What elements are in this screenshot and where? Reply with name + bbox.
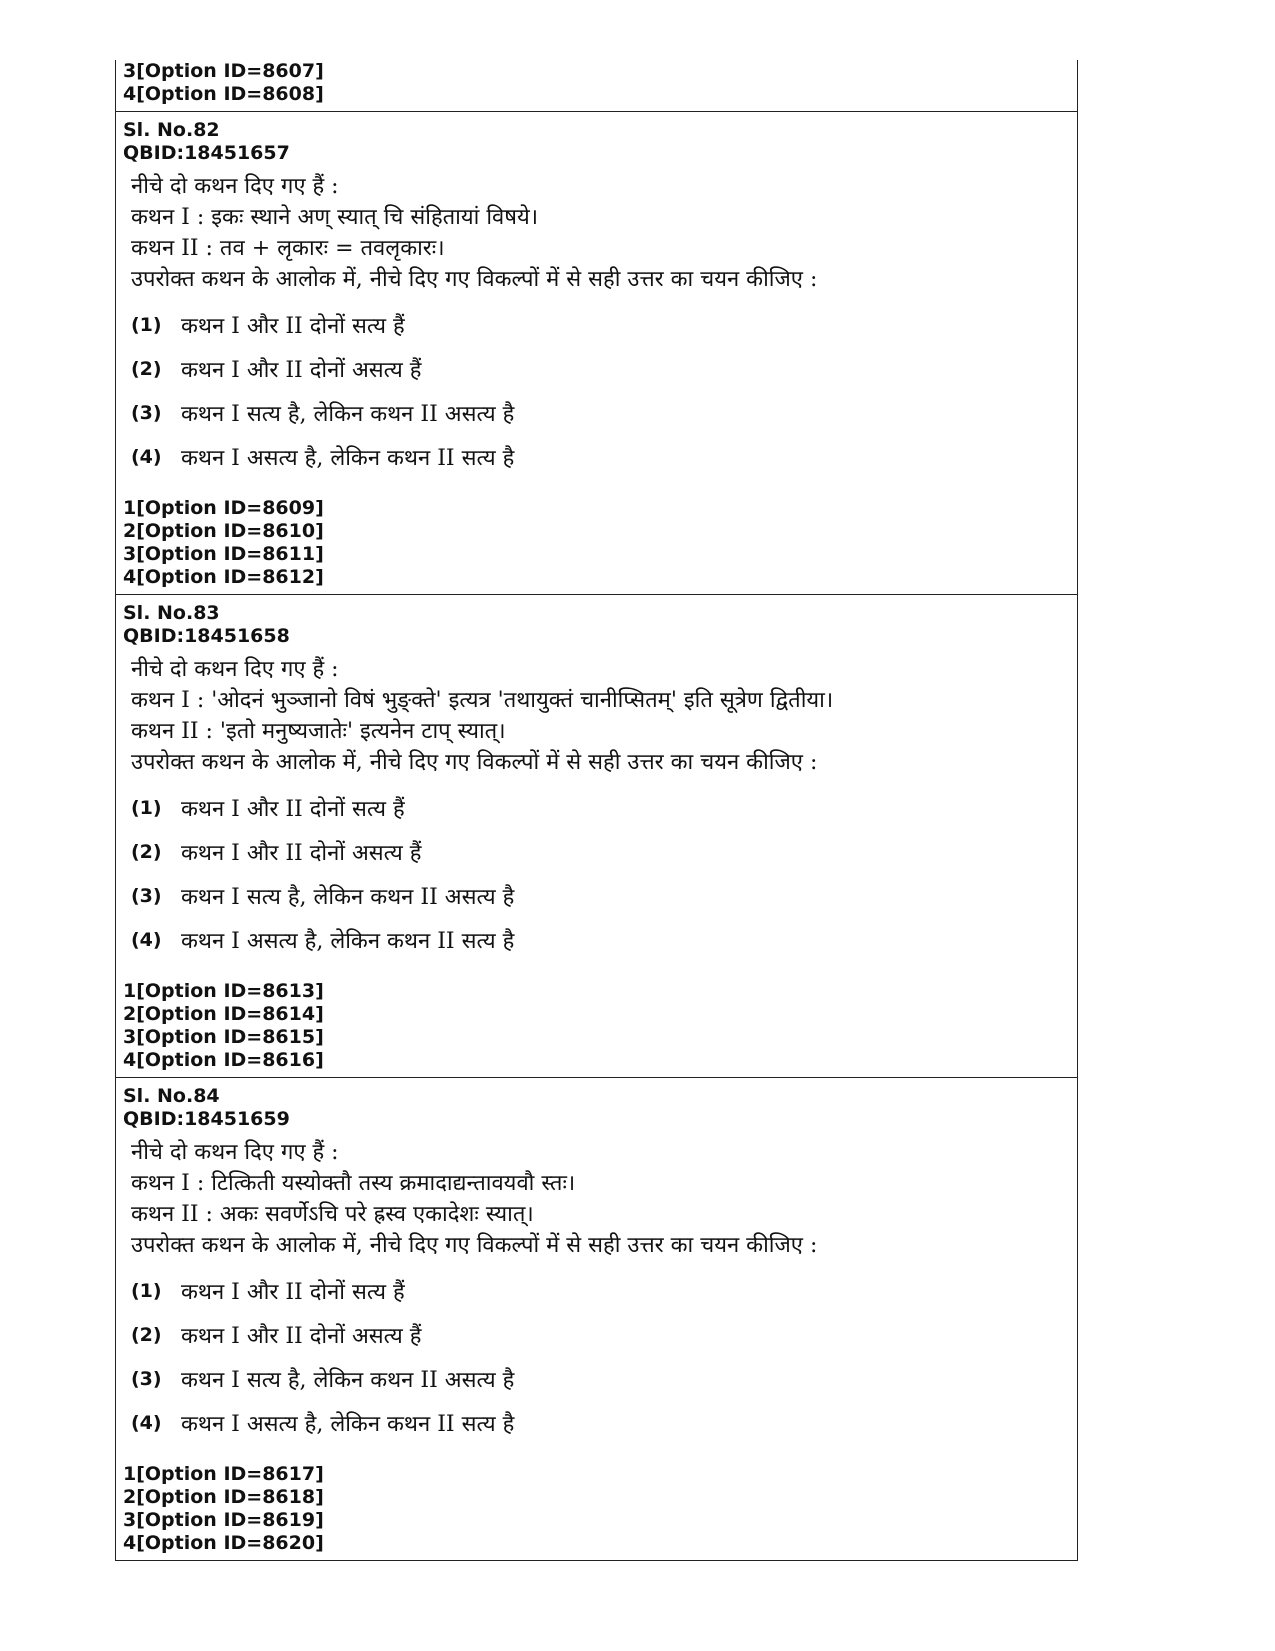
option-number: (4) [131, 1412, 162, 1434]
option-id: 1[Option ID=8617] [123, 1463, 324, 1485]
question-block-83 [116, 594, 1077, 1077]
question-line: नीचे दो कथन दिए गए हैं : [131, 657, 339, 682]
option-id: 3[Option ID=8611] [123, 543, 324, 565]
option-1 [131, 786, 1077, 830]
qbid: QBID:18451659 [123, 1108, 290, 1130]
option-3 [131, 874, 1077, 918]
serial-number: Sl. No.84 [123, 1085, 220, 1107]
option-number: (1) [131, 797, 162, 819]
option-id: 4[Option ID=8620] [123, 1532, 324, 1554]
options-list [123, 786, 1077, 962]
option-id: 3[Option ID=8615] [123, 1026, 324, 1048]
option-number: (2) [131, 358, 162, 380]
qbid: QBID:18451658 [123, 625, 290, 647]
option-id: 1[Option ID=8613] [123, 980, 324, 1002]
option-text: कथन I और II दोनों असत्य हैं [181, 1324, 422, 1349]
option-number: (4) [131, 929, 162, 951]
option-id: 2[Option ID=8618] [123, 1486, 324, 1508]
option-text: कथन I सत्य है, लेकिन कथन II असत्य है [181, 402, 515, 427]
option-text: कथन I असत्य है, लेकिन कथन II सत्य है [181, 1412, 515, 1437]
option-text: कथन I और II दोनों असत्य हैं [181, 841, 422, 866]
qbid: QBID:18451657 [123, 142, 290, 164]
option-text: कथन I असत्य है, लेकिन कथन II सत्य है [181, 929, 515, 954]
option-id: 2[Option ID=8614] [123, 1003, 324, 1025]
statement-1: कथन I : टित्किती यस्योक्तौ तस्य क्रमादाद्यन्तावयवौ स्तः। [131, 1171, 576, 1196]
option-2 [131, 1313, 1077, 1357]
option-ids [123, 1463, 1077, 1555]
option-number: (1) [131, 314, 162, 336]
option-text: कथन I और II दोनों सत्य हैं [181, 314, 405, 339]
previous-question-fragment [116, 60, 1077, 111]
option-4 [131, 435, 1077, 479]
question-text [123, 171, 1077, 295]
serial-number: Sl. No.83 [123, 602, 220, 624]
option-3 [131, 1357, 1077, 1401]
options-list [123, 303, 1077, 479]
statement-1: कथन I : इकः स्थाने अण् स्यात् चि संहितायां विषये। [131, 205, 539, 230]
option-number: (2) [131, 841, 162, 863]
option-text: कथन I और II दोनों असत्य हैं [181, 358, 422, 383]
option-number: (1) [131, 1280, 162, 1302]
option-number: (3) [131, 1368, 162, 1390]
option-ids [123, 497, 1077, 589]
option-text: कथन I असत्य है, लेकिन कथन II सत्य है [181, 446, 515, 471]
option-text: कथन I और II दोनों सत्य हैं [181, 797, 405, 822]
statement-2: कथन II : अकः सवर्णेऽचि परे ह्रस्व एकादेशः स्यात्। [131, 1202, 534, 1227]
option-id: 4[Option ID=8616] [123, 1049, 324, 1071]
options-list [123, 1269, 1077, 1445]
option-2 [131, 347, 1077, 391]
question-line: नीचे दो कथन दिए गए हैं : [131, 1140, 339, 1165]
question-line: नीचे दो कथन दिए गए हैं : [131, 174, 339, 199]
option-id: 4[Option ID=8608] [123, 83, 324, 105]
instruction-line: उपरोक्त कथन के आलोक में, नीचे दिए गए विकल्पों में से सही उत्तर का चयन कीजिए : [131, 750, 818, 775]
option-number: (3) [131, 402, 162, 424]
statement-2: कथन II : 'इतो मनुष्यजातेः' इत्यनेन टाप् स्यात्। [131, 719, 506, 744]
option-number: (2) [131, 1324, 162, 1346]
option-number: (4) [131, 446, 162, 468]
option-2 [131, 830, 1077, 874]
option-text: कथन I सत्य है, लेकिन कथन II असत्य है [181, 885, 515, 910]
serial-number: Sl. No.82 [123, 119, 220, 141]
option-id: 1[Option ID=8609] [123, 497, 324, 519]
option-id: 3[Option ID=8619] [123, 1509, 324, 1531]
option-3 [131, 391, 1077, 435]
option-id: 3[Option ID=8607] [123, 60, 324, 82]
option-4 [131, 1401, 1077, 1445]
instruction-line: उपरोक्त कथन के आलोक में, नीचे दिए गए विकल्पों में से सही उत्तर का चयन कीजिए : [131, 1233, 818, 1258]
instruction-line: उपरोक्त कथन के आलोक में, नीचे दिए गए विकल्पों में से सही उत्तर का चयन कीजिए : [131, 267, 818, 292]
option-4 [131, 918, 1077, 962]
statement-2: कथन II : तव + लृकारः = तवलृकारः। [131, 236, 445, 261]
option-text: कथन I सत्य है, लेकिन कथन II असत्य है [181, 1368, 515, 1393]
question-text [123, 1137, 1077, 1261]
question-paper [115, 60, 1078, 1561]
option-text: कथन I और II दोनों सत्य हैं [181, 1280, 405, 1305]
question-text [123, 654, 1077, 778]
option-number: (3) [131, 885, 162, 907]
option-1 [131, 1269, 1077, 1313]
option-ids [123, 980, 1077, 1072]
option-id: 2[Option ID=8610] [123, 520, 324, 542]
statement-1: कथन I : 'ओदनं भुञ्जानो विषं भुङ्क्ते' इत्यत्र 'तथायुक्तं चानीप्सितम्' इति सूत्रेण द्वितीया। [131, 688, 834, 713]
option-id: 4[Option ID=8612] [123, 566, 324, 588]
option-1 [131, 303, 1077, 347]
question-block-84 [116, 1077, 1077, 1560]
question-block-82 [116, 111, 1077, 594]
